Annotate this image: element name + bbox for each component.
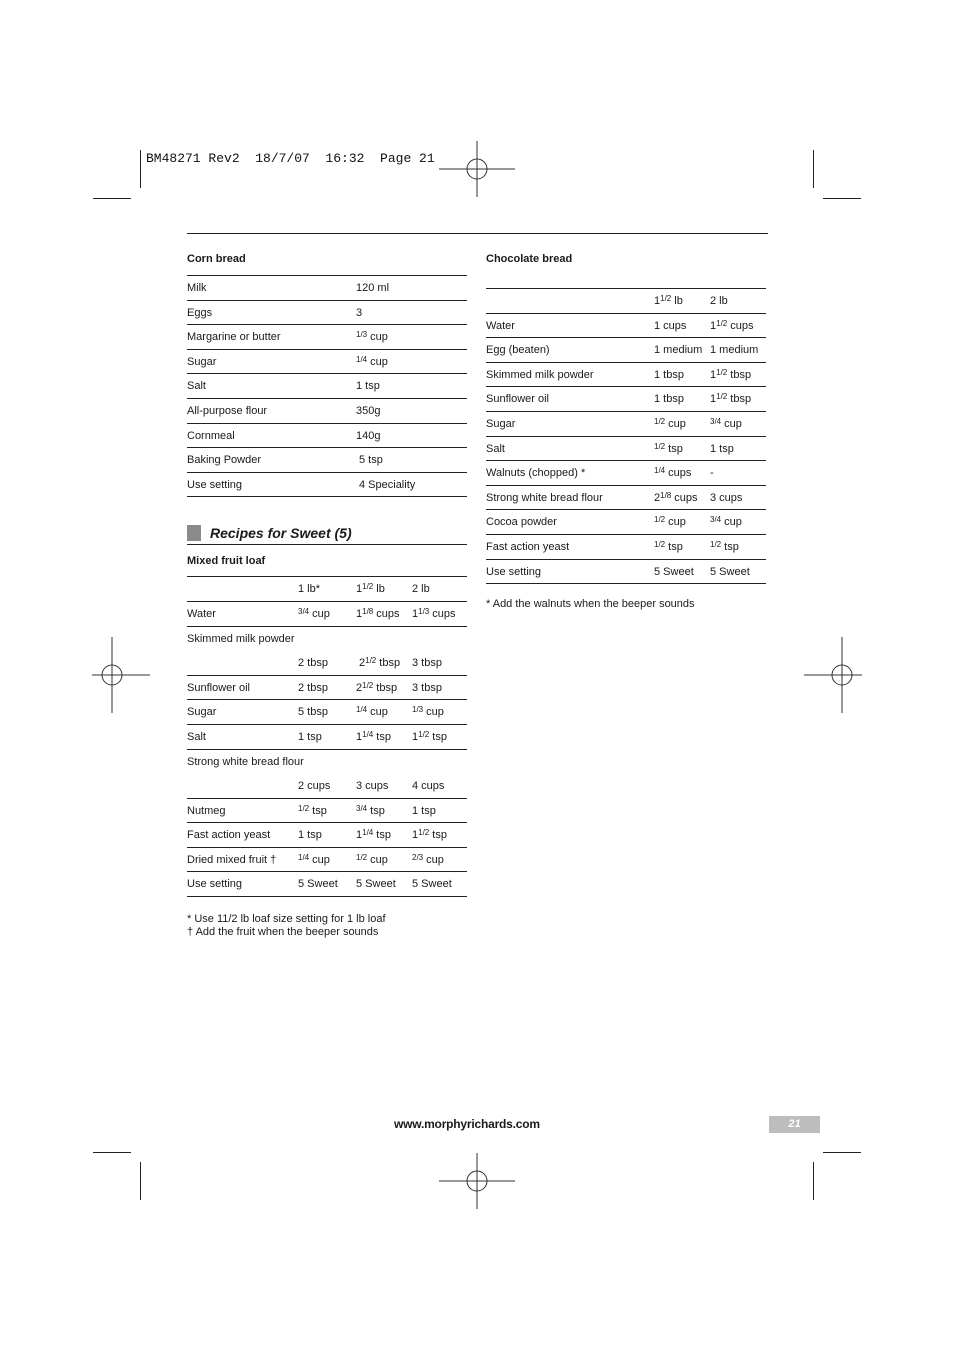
print-slug: BM48271 Rev2 18/7/07 16:32 Page 21	[146, 151, 435, 166]
registration-mark-icon	[74, 637, 150, 713]
table-row	[187, 700, 467, 725]
ingredient-name: Sugar	[486, 417, 516, 430]
chocolate-bread-title: Chocolate bread	[486, 253, 573, 265]
fraction-superscript: 1/4	[362, 828, 374, 838]
crop-mark	[813, 150, 814, 188]
registration-mark-icon	[439, 131, 515, 207]
amount-1-5lb: 1 tbsp	[654, 368, 684, 381]
amount-1lb: 5 tbsp	[298, 706, 328, 719]
fraction-superscript: 1/4	[362, 729, 374, 739]
size-2lb-header: 2 lb	[710, 295, 728, 307]
table-row	[187, 424, 467, 449]
size-1-5lb-header: $1^{1/2}$ lb	[356, 582, 385, 596]
amount-2lb: $1^{1/2}$ tbsp	[710, 392, 752, 406]
ingredient-amount: 4 Speciality	[359, 478, 416, 491]
sweet-section-heading	[187, 523, 467, 545]
amount-2lb: $^{3/4}$ cup	[710, 416, 742, 430]
ingredient-name: Salt	[187, 730, 206, 743]
ingredient-name: Eggs	[187, 306, 213, 319]
ingredient-name: Strong white bread flour	[486, 491, 603, 504]
mixed-fruit-table	[187, 577, 467, 897]
fraction-superscript: 1/2	[660, 294, 672, 303]
ingredient-name: Skimmed milk powder	[486, 368, 594, 381]
amount-1-5lb: $^{1/2}$ tsp	[654, 539, 683, 553]
amount-1-5lb: $1^{1/8}$ cups	[356, 606, 400, 620]
fraction-superscript: 1/2	[716, 392, 728, 402]
amount-2lb: $^{1/2}$ tsp	[710, 539, 739, 553]
fraction-superscript: 1/2	[362, 680, 374, 690]
ingredient-name: Cocoa powder	[486, 516, 557, 529]
amount-1-5lb: 3 cups	[356, 780, 389, 793]
ingredient-name: Egg (beaten)	[486, 344, 550, 357]
ingredient-amount: 3	[356, 306, 363, 319]
amount-1lb: $^{1/4}$ cup	[298, 852, 330, 866]
amount-2lb: $1^{1/3}$ cups	[412, 606, 456, 620]
fraction-superscript: 3/4	[298, 606, 310, 616]
ingredient-name: All-purpose flour	[187, 404, 268, 417]
amount-1-5lb: $1^{1/4}$ tsp	[356, 828, 391, 842]
ingredient-name: Water	[486, 319, 515, 332]
footer-url-link[interactable]: www.morphyrichards.com	[394, 1117, 540, 1131]
amount-1-5lb: $^{3/4}$ tsp	[356, 803, 385, 817]
table-row	[486, 387, 766, 412]
mixed-fruit-title: Mixed fruit loaf	[187, 555, 266, 568]
amount-1-5lb: $2^{1/2}$ tbsp	[359, 656, 401, 670]
ingredient-name: Fast action yeast	[486, 540, 570, 553]
amount-2lb: 4 cups	[412, 780, 445, 793]
table-row	[187, 276, 467, 301]
page-number: 21	[788, 1118, 801, 1130]
amount-2lb: 1 medium	[710, 344, 759, 357]
fraction-superscript: 3/4	[356, 803, 368, 813]
fraction-superscript: 1/2	[418, 828, 430, 838]
amount-1-5lb: $^{1/2}$ tsp	[654, 441, 683, 455]
amount-2lb: 1 tsp	[412, 804, 436, 817]
ingredient-name: Sugar	[187, 706, 217, 719]
table-row	[187, 774, 467, 799]
crop-mark	[93, 198, 131, 199]
amount-1-5lb: $^{1/4}$ cup	[356, 705, 388, 719]
crop-mark	[140, 150, 141, 188]
table-row	[187, 676, 467, 701]
crop-mark	[93, 1152, 131, 1153]
page-number-badge	[769, 1116, 820, 1133]
ingredient-amount: $^{1/3}$ cup	[356, 330, 388, 344]
crop-mark	[813, 1162, 814, 1200]
fraction-superscript: 3/4	[710, 416, 722, 426]
right-column	[486, 251, 766, 611]
size-1lb-header: 1 lb*	[298, 583, 321, 596]
ingredient-name: Milk	[187, 282, 207, 294]
crop-mark	[823, 1152, 861, 1153]
crop-mark	[823, 198, 861, 199]
amount-1lb: 1 tsp	[298, 829, 322, 842]
table-row	[486, 314, 766, 339]
table-row	[187, 399, 467, 424]
amount-1lb: 2 tbsp	[298, 657, 328, 670]
ingredient-name: Use setting	[486, 565, 542, 578]
fraction-superscript: 1/2	[710, 539, 722, 549]
amount-1lb: $^{1/2}$ tsp	[298, 803, 327, 817]
amount-1-5lb: $2^{1/2}$ tbsp	[356, 680, 398, 694]
ingredient-amount: 350g	[356, 404, 381, 417]
amount-2lb: $1^{1/2}$ tsp	[412, 729, 447, 743]
footnote-loaf-size: * Use 11/2 lb loaf size setting for 1 lb loaf	[187, 913, 386, 926]
ingredient-name: Salt	[486, 442, 505, 455]
fraction-superscript: 1/2	[362, 582, 374, 592]
fraction-superscript: 1/3	[356, 330, 368, 340]
table-row	[187, 325, 467, 350]
ingredient-name: Salt	[187, 380, 206, 393]
fraction-superscript: 1/2	[654, 539, 666, 549]
table-row	[187, 750, 467, 775]
amount-1lb: 2 tbsp	[298, 681, 328, 694]
fraction-superscript: 1/4	[654, 466, 666, 476]
amount-2lb: 3 tbsp	[412, 657, 442, 670]
fraction-superscript: 1/2	[365, 656, 377, 666]
table-row	[486, 437, 766, 462]
amount-1-5lb: $2^{1/8}$ cups	[654, 490, 698, 504]
fraction-superscript: 1/2	[654, 441, 666, 451]
amount-1-5lb: 5 Sweet	[654, 565, 694, 578]
ingredient-name: Sunflower oil	[187, 681, 250, 694]
ingredient-name: Sugar	[187, 355, 217, 368]
ingredient-name: Sunflower oil	[486, 393, 549, 406]
ingredient-amount: $^{1/4}$ cup	[356, 354, 388, 368]
amount-1lb: $^{3/4}$ cup	[298, 606, 330, 620]
amount-1-5lb: $1^{1/4}$ tsp	[356, 729, 391, 743]
fraction-superscript: 1/2	[654, 416, 666, 426]
fraction-superscript: 1/2	[716, 318, 728, 328]
ingredient-name: Strong white bread flour	[187, 755, 304, 768]
amount-2lb: $^{1/3}$ cup	[412, 705, 444, 719]
table-header-row	[486, 289, 766, 314]
amount-1-5lb: 1 cups	[654, 319, 687, 332]
amount-2lb: $^{2/3}$ cup	[412, 852, 444, 866]
table-row	[187, 627, 467, 652]
fraction-superscript: 1/3	[418, 606, 430, 616]
table-header-row	[187, 577, 467, 602]
amount-1lb: 1 tsp	[298, 730, 322, 743]
table-row	[486, 363, 766, 388]
table-row	[187, 799, 467, 824]
amount-1lb: 5 Sweet	[298, 878, 338, 891]
fraction-superscript: 1/8	[660, 490, 672, 500]
fraction-superscript: 1/3	[412, 705, 424, 715]
table-row	[486, 412, 766, 437]
table-row	[187, 374, 467, 399]
amount-2lb: $1^{1/2}$ cups	[710, 318, 754, 332]
fraction-superscript: 1/2	[356, 852, 368, 862]
ingredient-name: Fast action yeast	[187, 829, 271, 842]
table-row	[187, 602, 467, 627]
ingredient-amount: 140g	[356, 429, 381, 442]
crop-mark	[140, 1162, 141, 1200]
amount-1lb: 2 cups	[298, 780, 331, 793]
size-1-5lb-header: $1^{1/2}$ lb	[654, 294, 683, 307]
footnote-walnuts: * Add the walnuts when the beeper sounds	[486, 598, 695, 611]
amount-1-5lb: 1 medium	[654, 344, 703, 357]
table-row	[486, 461, 766, 486]
corn-bread-title: Corn bread	[187, 253, 246, 265]
ingredient-amount: 1 tsp	[356, 380, 380, 393]
left-column	[187, 251, 467, 939]
table-row	[486, 535, 766, 560]
amount-1-5lb: $^{1/4}$ cups	[654, 466, 692, 480]
chocolate-bread-table	[486, 289, 766, 584]
table-row	[187, 473, 467, 498]
amount-1-5lb: $^{1/2}$ cup	[654, 416, 686, 430]
amount-1-5lb: 1 tbsp	[654, 393, 684, 406]
table-row	[187, 725, 467, 750]
ingredient-name: Nutmeg	[187, 804, 226, 817]
registration-mark-icon	[804, 637, 880, 713]
table-row	[187, 872, 467, 897]
ingredient-name: Use setting	[187, 878, 243, 891]
ingredient-name: Skimmed milk powder	[187, 632, 295, 645]
table-row	[187, 350, 467, 375]
header-rule	[187, 233, 768, 234]
amount-2lb: 3 cups	[710, 491, 743, 504]
ingredient-name: Baking Powder	[187, 454, 261, 467]
table-row	[486, 486, 766, 511]
table-row	[187, 848, 467, 873]
amount-1-5lb: $^{1/2}$ cup	[654, 515, 686, 529]
fraction-superscript: 1/8	[362, 606, 374, 616]
section-bar	[187, 525, 201, 541]
fraction-superscript: 3/4	[710, 515, 722, 525]
fraction-superscript: 1/4	[298, 852, 310, 862]
corn-bread-table	[187, 276, 467, 497]
sweet-section-title: Recipes for Sweet (5)	[210, 525, 352, 542]
fraction-superscript: 1/2	[418, 729, 430, 739]
fraction-superscript: 1/2	[716, 367, 728, 377]
table-row	[486, 510, 766, 535]
amount-2lb: 5 Sweet	[710, 565, 750, 578]
ingredient-name: Cornmeal	[187, 429, 235, 442]
ingredient-name: Walnuts (chopped) *	[486, 467, 586, 480]
amount-2lb: 5 Sweet	[412, 878, 452, 891]
table-row	[486, 560, 766, 585]
table-row	[187, 823, 467, 848]
table-row	[486, 338, 766, 363]
amount-2lb: -	[710, 467, 714, 480]
footnote-fruit: † Add the fruit when the beeper sounds	[187, 926, 379, 939]
registration-mark-icon	[439, 1143, 515, 1219]
amount-2lb: 3 tbsp	[412, 681, 442, 694]
fraction-superscript: 1/2	[298, 803, 310, 813]
ingredient-amount: 5 tsp	[359, 454, 383, 467]
amount-2lb: $1^{1/2}$ tsp	[412, 828, 447, 842]
table-row	[187, 651, 467, 676]
amount-1-5lb: $^{1/2}$ cup	[356, 852, 388, 866]
size-2lb-header: 2 lb	[412, 583, 430, 596]
amount-2lb: 1 tsp	[710, 442, 734, 455]
table-row	[187, 301, 467, 326]
fraction-superscript: 1/4	[356, 705, 368, 715]
amount-2lb: $^{3/4}$ cup	[710, 515, 742, 529]
amount-1-5lb: 5 Sweet	[356, 878, 396, 891]
fraction-superscript: 1/2	[654, 515, 666, 525]
ingredient-name: Dried mixed fruit †	[187, 853, 277, 866]
ingredient-name: Use setting	[187, 478, 243, 491]
fraction-superscript: 2/3	[412, 852, 424, 862]
table-row	[187, 448, 467, 473]
ingredient-amount: 120 ml	[356, 282, 390, 294]
fraction-superscript: 1/4	[356, 354, 368, 364]
amount-2lb: $1^{1/2}$ tbsp	[710, 367, 752, 381]
ingredient-name: Margarine or butter	[187, 331, 281, 344]
ingredient-name: Water	[187, 607, 216, 620]
